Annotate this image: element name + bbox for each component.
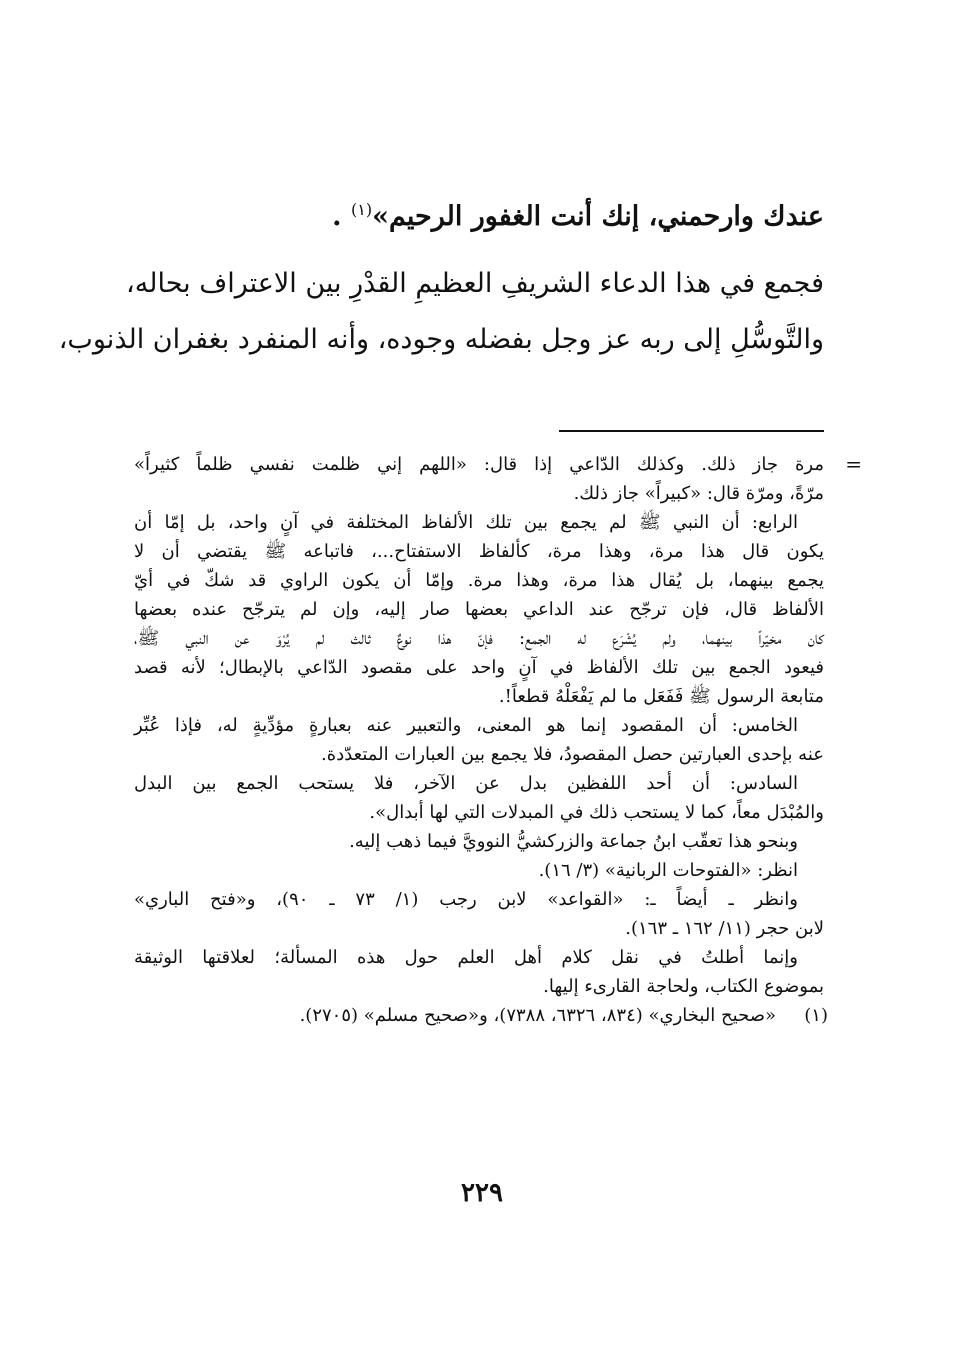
footnote-line: يجمع بينهما، بل يُقال هذا مرة، وهذا مرة. وإمّا أن يكون الراوي قد شكّ في أيّ [134, 570, 824, 591]
paragraph-line-2: والتَّوسُّلِ إلى ربه عز وجل بفضله وجوده، وأنه المنفرد بغفران الذنوب، [58, 324, 824, 355]
footnote-line: مرّةً، ومرّة قال: «كبيراً» جاز ذلك. [573, 483, 824, 504]
footnotes-block [134, 450, 862, 1030]
footnote-line: السادس: أن أحد اللفظين بدل عن الآخر، فلا يستحب الجمع بين البدل [134, 773, 798, 794]
bold-line-text: عندك وارحمني، إنك أنت الغفور الرحيم» [372, 201, 824, 232]
main-bold-line [134, 188, 824, 239]
bold-line-end: . [332, 201, 351, 232]
footnote-separator [559, 430, 824, 432]
footnote-line: وانظر ـ أيضاً ـ: «القواعد» لابن رجب (١/ ٧٣ ـ ٩٠)، و«فتح الباري» [134, 889, 798, 910]
footnote-line: انظر: «الفتوحات الربانية» (٣/ ١٦). [538, 860, 798, 881]
footnote-line: الألفاظ قال، فإن ترجّح عند الداعي بعضها صار إليه، وإن لم يترجّح عنده بعضها [134, 599, 824, 620]
footnote-line: = مرة جاز ذلك. وكذلك الدّاعي إذا قال: «اللهم إني ظلمت نفسي ظلماً كثيراً» [134, 450, 824, 479]
footnote-line: لابن حجر (١١/ ١٦٢ ـ ١٦٣). [625, 918, 824, 939]
footnote-1-number: (١) [804, 1005, 828, 1026]
continuation-mark: = [845, 452, 862, 476]
footnote-line: متابعة الرسول ﷺ فَفَعَل ما لم يَفْعَلْهُ قطعاً!. [498, 686, 824, 707]
footnote-reference[interactable]: (١) [350, 200, 373, 219]
footnote-1-text: «صحيح البخاري» (٨٣٤، ٦٣٢٦، ٧٣٨٨)، و«صحيح مسلم» (٢٧٠٥). [299, 1005, 776, 1026]
footnote-line: وإنما أطلتُ في نقل كلام أهل العلم حول هذه المسألة؛ لعلاقتها الوثيقة [134, 947, 798, 968]
footnote-line: والمُبْدَل معاً، كما لا يستحب ذلك في المبدلات التي لها أبدال». [369, 802, 824, 823]
footnote-line: وبنحو هذا تعقّب ابنُ جماعة والزركشيُّ النوويَّ فيما ذهب إليه. [349, 831, 798, 852]
footnote-1 [134, 1001, 828, 1030]
footnote-line: الرابع: أن النبي ﷺ لم يجمع بين تلك الألفاظ المختلفة في آنٍ واحد، بل إمّا أن [134, 512, 798, 533]
footnote-line: كان مخيّراً بينهما، ولم يُشْرَع له الجمع: فإنّ هذا نوعٌ ثالث لم يُرْوَ عن النبي ﷺ، [134, 628, 824, 649]
footnote-line: الخامس: أن المقصود إنما هو المعنى، والتعبير عنه بعبارةٍ مؤدِّيةٍ له، فإذا عُبِّر [134, 715, 798, 736]
footnote-line: بموضوع الكتاب، ولحاجة القارىء إليها. [543, 976, 824, 997]
footnote-line: عنه بإحدى العبارتين حصل المقصودُ، فلا يجمع بين العبارات المتعدّدة. [321, 744, 824, 765]
footnote-line: فيعود الجمع بين تلك الألفاظ في آنٍ واحد على مقصود الدّاعي بالإبطال؛ لأنه قصد [134, 657, 824, 678]
paragraph-line-1: فجمع في هذا الدعاء الشريفِ العظيمِ القدْرِ بين الاعتراف بحاله، [126, 268, 824, 299]
footnote-line: يكون قال هذا مرة، وهذا مرة، كألفاظ الاستفتاح...، فاتباعه ﷺ يقتضي أن لا [134, 541, 824, 562]
page-number: ٢٢٩ [461, 1178, 503, 1208]
